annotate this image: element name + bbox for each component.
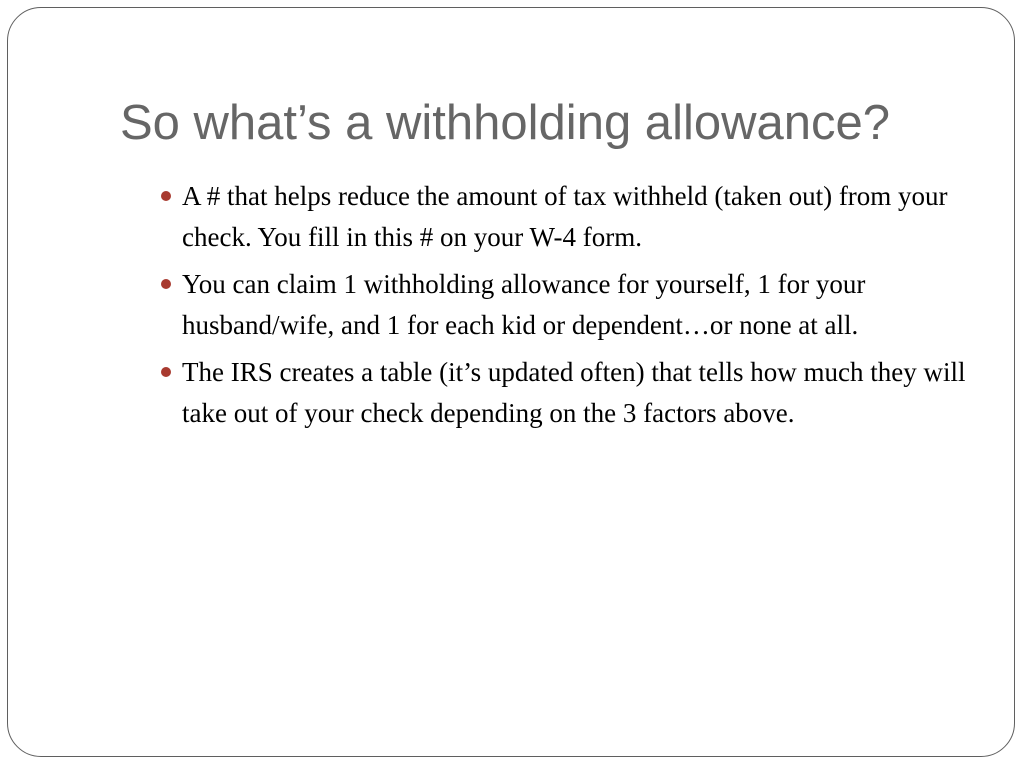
bullet-item [158, 352, 978, 434]
bullet-dot-icon [161, 279, 171, 289]
bullet-dot-icon [161, 191, 171, 201]
bullet-text: You can claim 1 withholding allowance for yourself, 1 for your husband/wife, and 1 for each kid or dependent…or none at all. [182, 269, 866, 340]
slide-title: So what’s a withholding allowance? [120, 96, 890, 150]
bullet-item [158, 264, 978, 346]
bullet-dot-icon [161, 367, 171, 377]
slide [7, 7, 1015, 757]
bullet-text: The IRS creates a table (it’s updated often) that tells how much they will take out of your check depending on the 3 factors above. [182, 357, 966, 428]
bullet-text: A # that helps reduce the amount of tax withheld (taken out) from your check. You fill in this # on your W-4 form. [182, 181, 948, 252]
bullet-list [158, 176, 978, 440]
bullet-item [158, 176, 978, 258]
